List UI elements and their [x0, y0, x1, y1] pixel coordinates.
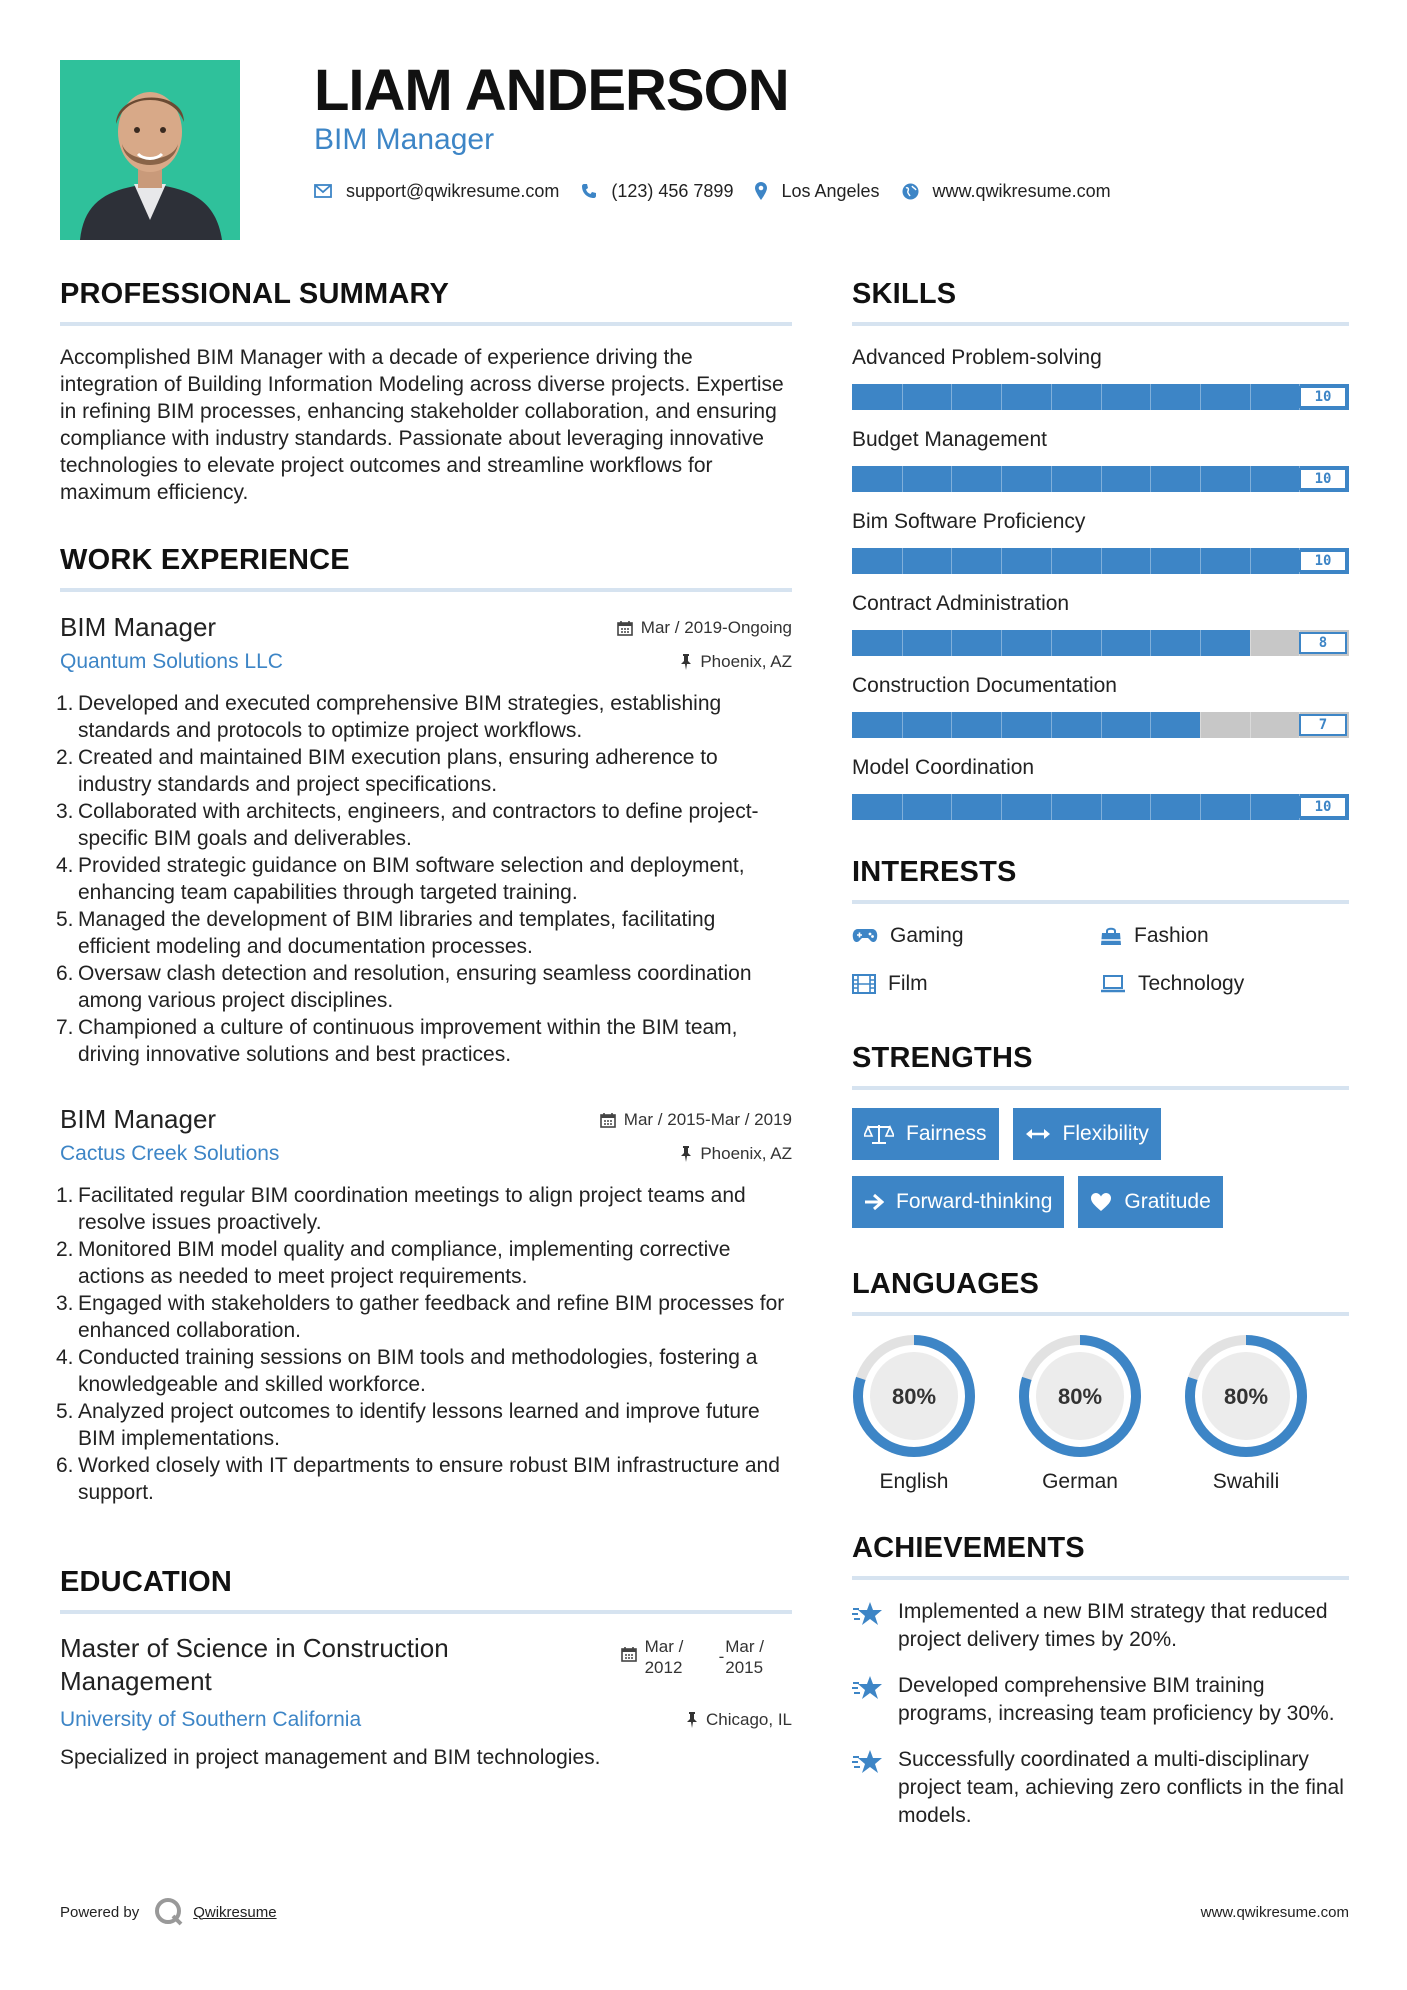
- skill-bar: [852, 794, 1349, 820]
- language-percent: 80%: [891, 1384, 937, 1409]
- contact-email[interactable]: [314, 181, 559, 202]
- skill-bar-segment: [1200, 384, 1201, 410]
- edu-start-year: 2012: [644, 1658, 683, 1677]
- skill-bar-segment: [902, 384, 903, 410]
- strength-label: Gratitude: [1124, 1190, 1211, 1213]
- education-dates: [621, 1636, 764, 1678]
- skill-name: Contract Administration: [852, 592, 1070, 615]
- skill-bar-segment: [1051, 630, 1052, 656]
- strength-flexibility: [1013, 1108, 1161, 1160]
- contact-bar: [314, 178, 1133, 204]
- skill-bar-fill: [852, 712, 1200, 738]
- interest-fashion: [1100, 922, 1348, 950]
- list-item: 4. Provided strategic guidance on BIM software selection and deployment, enhancing team capabilities through targeted training.: [56, 854, 745, 904]
- skill-value: 10: [1299, 796, 1347, 818]
- list-item: 5. Managed the development of BIM libraries and templates, facilitating efficient modeling and documentation processes.: [56, 908, 716, 958]
- skill-bar-segment: [1101, 548, 1102, 574]
- language-ring: [1018, 1334, 1142, 1458]
- edu-end-year: 2015: [725, 1658, 764, 1677]
- left-column: [56, 276, 792, 1771]
- skills-section: [852, 276, 1349, 820]
- language-ring: [1184, 1334, 1308, 1458]
- job-location-text: Phoenix, AZ: [700, 1144, 792, 1163]
- skill-bar: [852, 630, 1349, 656]
- achievement-item: [852, 1672, 1349, 1728]
- experience-section: [56, 542, 792, 1506]
- edu-date-dash: -: [718, 1647, 725, 1666]
- balance-scale-icon: [864, 1123, 894, 1145]
- gamepad-icon: [852, 928, 878, 944]
- achievement-item: [852, 1746, 1349, 1830]
- skill-bar-segment: [951, 630, 952, 656]
- job-entry: [56, 610, 792, 1068]
- skill-bar-segment: [1051, 384, 1052, 410]
- skill-bar-segment: [1051, 712, 1052, 738]
- skill-value: 10: [1299, 468, 1347, 490]
- experience-title: WORK EXPERIENCE: [60, 542, 792, 592]
- job-location: [680, 652, 792, 672]
- film-icon: [852, 974, 876, 994]
- skill-bar-segment: [902, 712, 903, 738]
- skill-bar-segment: [1101, 466, 1102, 492]
- arrows-horizontal-icon: [1025, 1127, 1051, 1141]
- list-item: 4. Conducted training sessions on BIM tools and methodologies, fostering a knowledgeable and skilled workforce.: [56, 1346, 758, 1396]
- skill-bar-segment: [1200, 712, 1201, 738]
- strength-label: Fairness: [906, 1122, 987, 1145]
- language-percent: 80%: [1223, 1384, 1269, 1409]
- skill-bar-segment: [1200, 794, 1201, 820]
- strengths-title: STRENGTHS: [852, 1040, 1349, 1090]
- skill-bar-segment: [1150, 630, 1151, 656]
- skill-value: 10: [1299, 386, 1347, 408]
- skill-bar-segment: [902, 466, 903, 492]
- edu-end-month: Mar /: [725, 1637, 764, 1656]
- summary-title: PROFESSIONAL SUMMARY: [60, 276, 792, 326]
- skill-value: 8: [1299, 632, 1347, 654]
- list-item: 1. Facilitated regular BIM coordination meetings to align project teams and resolve issues proactively.: [56, 1184, 746, 1234]
- achievement-text: Developed comprehensive BIM training programs, increasing team proficiency by 30%.: [898, 1674, 1335, 1725]
- skill-bar-segment: [1001, 466, 1002, 492]
- interest-technology: [1100, 970, 1348, 998]
- skill-bar-segment: [1001, 384, 1002, 410]
- list-item: 3. Collaborated with architects, engineers, and contractors to define project-specific BIM goals and deliverables.: [56, 800, 759, 850]
- skill-bar-segment: [1051, 794, 1052, 820]
- job-date-text: Mar / 2015-Mar / 2019: [623, 1110, 792, 1129]
- envelope-icon: [314, 184, 332, 198]
- skill-bar-segment: [1051, 466, 1052, 492]
- footer-powered-by: [60, 1896, 277, 1928]
- strength-forward-thinking: [852, 1176, 1064, 1228]
- skill-bar-segment: [1250, 466, 1251, 492]
- interest-label: Gaming: [890, 924, 964, 947]
- achievement-item: [852, 1598, 1349, 1654]
- qwikresume-logo-icon: [153, 1896, 185, 1928]
- star-icon: [852, 1674, 884, 1702]
- pin-icon: [680, 654, 692, 670]
- skill-bar-segment: [951, 384, 952, 410]
- globe-icon: [902, 183, 919, 200]
- skill-bar-segment: [1250, 630, 1251, 656]
- skill-bar-segment: [1150, 384, 1151, 410]
- skill-bar-segment: [1001, 712, 1002, 738]
- contact-phone-text: (123) 456 7899: [611, 180, 734, 201]
- skill-bar-segment: [951, 466, 952, 492]
- skill-name: Advanced Problem-solving: [852, 346, 1102, 369]
- skill-item: [852, 590, 1349, 656]
- strength-gratitude: [1078, 1176, 1222, 1228]
- interest-label: Fashion: [1134, 924, 1209, 947]
- contact-location: [755, 181, 879, 202]
- skill-bar-segment: [1150, 712, 1151, 738]
- skill-bar-segment: [1001, 548, 1002, 574]
- skill-bar: [852, 466, 1349, 492]
- edu-start-month: Mar /: [644, 1637, 684, 1656]
- skill-bar-segment: [1150, 794, 1151, 820]
- interests-title: INTERESTS: [852, 854, 1349, 904]
- skill-bar-segment: [1250, 794, 1251, 820]
- achievement-text: Successfully coordinated a multi-disciplinary project team, achieving zero conflicts in the final models.: [898, 1748, 1344, 1827]
- skill-bar-segment: [1101, 630, 1102, 656]
- company-name: Quantum Solutions LLC: [60, 650, 283, 673]
- interest-label: Film: [888, 972, 928, 995]
- skill-bar-segment: [902, 630, 903, 656]
- skill-name: Budget Management: [852, 428, 1047, 451]
- achievements-title: ACHIEVEMENTS: [852, 1530, 1349, 1580]
- skill-bar-segment: [1150, 466, 1151, 492]
- skill-bar-segment: [951, 794, 952, 820]
- skill-bar-segment: [951, 712, 952, 738]
- job-bullets: [56, 1182, 792, 1506]
- arrow-right-icon: [864, 1193, 884, 1211]
- skill-bar: [852, 712, 1349, 738]
- language-name: English: [879, 1470, 949, 1493]
- pin-icon: [680, 1146, 692, 1162]
- interest-film: [852, 970, 1100, 998]
- star-icon: [852, 1600, 884, 1628]
- profile-photo: [60, 60, 240, 240]
- skill-item: [852, 754, 1349, 820]
- achievements-section: [852, 1530, 1349, 1830]
- summary-section: [60, 276, 792, 506]
- skill-item: [852, 672, 1349, 738]
- candidate-role: BIM Manager: [314, 123, 495, 156]
- skill-name: Model Coordination: [852, 756, 1035, 779]
- strength-fairness: [852, 1108, 999, 1160]
- education-location: [686, 1710, 792, 1730]
- education-location-text: Chicago, IL: [706, 1710, 792, 1729]
- shopping-bag-icon: [1100, 926, 1122, 946]
- education-section: [60, 1564, 792, 1771]
- language-item: [1184, 1334, 1308, 1496]
- contact-location-text: Los Angeles: [781, 180, 880, 201]
- language-item: [852, 1334, 976, 1496]
- job-date: [600, 1110, 792, 1130]
- job-bullets: [56, 690, 792, 1068]
- skill-bar-segment: [1001, 630, 1002, 656]
- interest-label: Technology: [1138, 972, 1245, 995]
- contact-website-text: www.qwikresume.com: [932, 180, 1111, 201]
- skill-item: [852, 508, 1349, 574]
- job-date-text: Mar / 2019-Ongoing: [640, 618, 792, 637]
- list-item: 6. Worked closely with IT departments to ensure robust BIM infrastructure and support.: [56, 1454, 780, 1504]
- heart-icon: [1090, 1192, 1112, 1212]
- skill-name: Bim Software Proficiency: [852, 510, 1086, 533]
- degree-title: Master of Science in Construction Management: [60, 1633, 449, 1696]
- language-ring: [852, 1334, 976, 1458]
- language-name: German: [1042, 1470, 1118, 1493]
- company-name: Cactus Creek Solutions: [60, 1142, 280, 1165]
- skill-bar: [852, 384, 1349, 410]
- language-percent: 80%: [1057, 1384, 1103, 1409]
- list-item: 5. Analyzed project outcomes to identify lessons learned and improve future BIM implementations.: [56, 1400, 760, 1450]
- skill-bar-segment: [902, 794, 903, 820]
- language-item: [1018, 1334, 1142, 1496]
- calendar-icon: [600, 1112, 616, 1128]
- footer-website[interactable]: www.qwikresume.com: [1200, 1904, 1349, 1921]
- list-item: 3. Engaged with stakeholders to gather feedback and refine BIM processes for enhanced collaboration.: [56, 1292, 785, 1342]
- list-item: 2. Created and maintained BIM execution plans, ensuring adherence to industry standards and project specifications.: [56, 746, 718, 796]
- contact-website[interactable]: [902, 181, 1111, 202]
- summary-text: Accomplished BIM Manager with a decade of experience driving the integration of Building Information Modeling across diverse projects. Expertise in refining BIM processes, enhancing stakeholder collaboration, and ensuring compliance with industry standards. Passionate about leveraging innovative technologies to elevate project outcomes and streamline workflows for maximum efficiency.: [60, 346, 784, 504]
- language-name: Swahili: [1212, 1470, 1280, 1493]
- calendar-icon: [621, 1646, 637, 1662]
- map-marker-icon: [755, 182, 767, 200]
- job-title: BIM Manager: [60, 1104, 217, 1134]
- job-date: [617, 618, 792, 638]
- skill-bar-segment: [1001, 794, 1002, 820]
- contact-email-text: support@qwikresume.com: [346, 180, 560, 201]
- skill-bar-segment: [1101, 384, 1102, 410]
- skill-bar-segment: [951, 548, 952, 574]
- strengths-section: [852, 1040, 1349, 1228]
- skill-bar-segment: [1250, 712, 1251, 738]
- skill-bar-segment: [1200, 548, 1201, 574]
- phone-icon: [581, 183, 597, 199]
- education-description: Specialized in project management and BIM technologies.: [60, 1746, 601, 1769]
- skill-bar-segment: [1200, 466, 1201, 492]
- skill-bar-segment: [1250, 384, 1251, 410]
- list-item: 1. Developed and executed comprehensive BIM strategies, establishing standards and protocols to optimize project workflows.: [56, 692, 722, 742]
- skill-bar-segment: [1051, 548, 1052, 574]
- skill-bar-segment: [902, 548, 903, 574]
- job-location-text: Phoenix, AZ: [700, 652, 792, 671]
- list-item: 6. Oversaw clash detection and resolution, ensuring seamless coordination among various project disciplines.: [56, 962, 752, 1012]
- skill-bar-segment: [1250, 548, 1251, 574]
- strength-label: Flexibility: [1062, 1122, 1149, 1145]
- list-item: 2. Monitored BIM model quality and compliance, implementing corrective actions as needed to meet project requirements.: [56, 1238, 731, 1288]
- pin-icon: [686, 1712, 698, 1728]
- interest-gaming: [852, 922, 1100, 950]
- star-icon: [852, 1748, 884, 1776]
- achievement-text: Implemented a new BIM strategy that reduced project delivery times by 20%.: [898, 1600, 1328, 1651]
- job-entry: [56, 1102, 792, 1506]
- skill-bar-segment: [1150, 548, 1151, 574]
- contact-phone[interactable]: [581, 181, 733, 202]
- skill-bar-segment: [1101, 794, 1102, 820]
- job-location: [680, 1144, 792, 1164]
- skill-item: [852, 344, 1349, 410]
- calendar-icon: [617, 620, 633, 636]
- interests-section: [852, 854, 1349, 998]
- skill-value: 10: [1299, 550, 1347, 572]
- candidate-name: LIAM ANDERSON: [314, 58, 789, 123]
- qwikresume-link[interactable]: Qwikresume: [193, 1903, 277, 1921]
- skill-bar-segment: [1101, 712, 1102, 738]
- languages-title: LANGUAGES: [852, 1266, 1349, 1316]
- list-item: 7. Championed a culture of continuous improvement within the BIM team, driving innovative solutions and best practices.: [56, 1016, 738, 1066]
- skill-value: 7: [1299, 714, 1347, 736]
- skill-item: [852, 426, 1349, 492]
- school-name: University of Southern California: [60, 1708, 362, 1731]
- strength-label: Forward-thinking: [896, 1190, 1053, 1213]
- right-column: [852, 276, 1349, 1848]
- job-title: BIM Manager: [60, 612, 217, 642]
- skill-name: Construction Documentation: [852, 674, 1117, 697]
- skill-bar-segment: [1200, 630, 1201, 656]
- education-title: EDUCATION: [60, 1564, 792, 1614]
- laptop-icon: [1100, 975, 1126, 993]
- powered-by-text: Powered by: [60, 1903, 140, 1921]
- skill-bar: [852, 548, 1349, 574]
- languages-section: [852, 1266, 1349, 1496]
- skills-title: SKILLS: [852, 276, 1349, 326]
